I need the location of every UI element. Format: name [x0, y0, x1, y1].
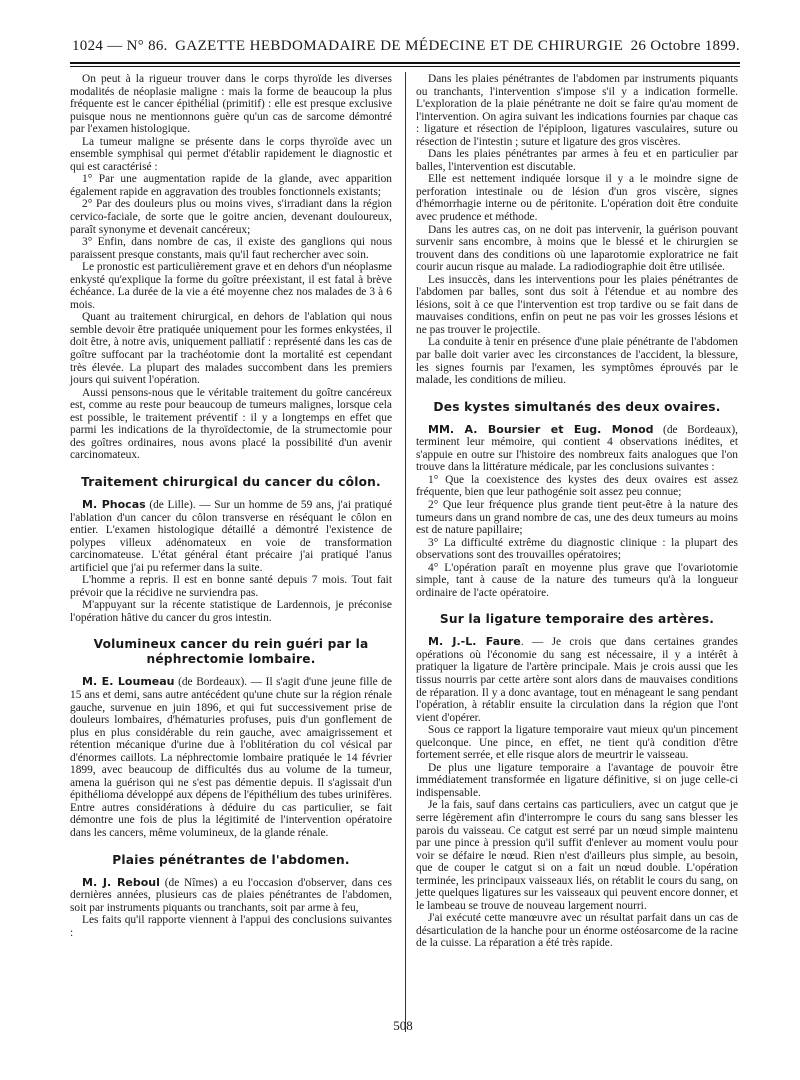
- right-column: [416, 73, 738, 950]
- section-heading-ovarian-cysts: Des kystes simultanés des deux ovaires.: [433, 399, 721, 414]
- paragraph-text: (de Nîmes) a eu l'occasion d'observer, dans ces dernières années, plusieurs cas de plaies pénétrantes de l'abdomen, soit par instruments piquants ou tranchants, soit par arme à feu,: [70, 876, 392, 914]
- section-heading-colon-cancer: Traitement chirurgical du cancer du côlon.: [81, 474, 381, 489]
- paragraph: [70, 877, 392, 915]
- paragraph: 1° Que la coexistence des kystes des deux ovaires est assez fréquente, bien que leur pathogénie soit assez peu connue;: [416, 473, 738, 499]
- author-name: M. E. Loumeau: [82, 675, 175, 689]
- paragraph: Sous ce rapport la ligature temporaire vaut mieux qu'un pincement quelconque. Une pince, en effet, ne tient qu'à condition d'être fortement serrée, et elle risque alors de meurtrir le vaisseau.: [416, 724, 738, 762]
- paragraph: Les insuccès, dans les interventions pour les plaies pénétrantes de l'abdomen par balles, sont dus soit à l'étendue et au nombre des lésions, soit à ce que l'intervention est trop tardive ou se fait dans de mauvaises conditions, enfin on peut ne pas voir les grosses lésions et ne pas trouver le projectile.: [416, 273, 738, 336]
- paragraph: Quant au traitement chirurgical, en dehors de l'ablation qui nous semble devoir être pratiquée uniquement pour les formes enkystées, il doit être, à notre avis, uniquement palliatif : représenté dans les cas de goître suffocant par la trachéotomie dont la mortalité est cependant très élevée. La plupart des malades succombent dans les premiers jours qui suivent l'opération.: [70, 311, 392, 387]
- paragraph: [70, 499, 392, 574]
- paragraph: De plus une ligature temporaire a l'avantage de pouvoir être immédiatement transformée en ligature définitive, si on juge celle-ci indispensable.: [416, 761, 738, 799]
- section-heading-abdominal-wounds: Plaies pénétrantes de l'abdomen.: [112, 852, 350, 867]
- paragraph: L'homme a repris. Il est en bonne santé depuis 7 mois. Tout fait prévoir que la récidive ne surviendra pas.: [70, 574, 392, 599]
- paragraph-text: (de Lille). — Sur un homme de 59 ans, j'ai pratiqué l'ablation d'un cancer du côlon transverse en réséquant le côlon en entier. L'examen histologique détaillé a démontré l'existence de polypes villeux adénomateux en voie de transformation carcinomateuse. L'état général étant précaire j'ai pratiqué l'anus artificiel que j'ai pu refermer dans la suite.: [70, 498, 392, 574]
- paragraph: 4° L'opération paraît en moyenne plus grave que l'ovariotomie simple, tant à cause de la nature des tumeurs qu'à la longueur ordinaire de l'acte opératoire.: [416, 561, 738, 599]
- paragraph: La conduite à tenir en présence d'une plaie pénétrante de l'abdomen par balle doit varier avec les circonstances de l'accident, la blessure, les signes fournis par l'examen, les symptômes éprouvés par le malade, les conditions de milieu.: [416, 336, 738, 387]
- paragraph: [416, 636, 738, 724]
- paragraph-text: (de Bordeaux), terminent leur mémoire, qui contient 4 observations inédites, et s'appuie en outre sur l'histoire des nombreux faits analogues que l'on trouve dans la littérature médicale, par les conclusions suivantes :: [416, 423, 738, 474]
- paragraph: Dans les plaies pénétrantes de l'abdomen par instruments piquants ou tranchants, l'intervention s'impose s'il y a indication formelle. L'exploration de la plaie pénétrante ne doit se faire qu'au moment de l'intervention. On agira suivant les indications fournies par chaque cas : ligature et résection de l'épiploon, ligatures vasculaires, suture ou résection de l'intestin ; suture et ligature des gros viscères.: [416, 73, 738, 148]
- paragraph: M'appuyant sur la récente statistique de Lardennois, je préconise l'opération hâtive du cancer du gros intestin.: [70, 599, 392, 624]
- paragraph: J'ai exécuté cette manœuvre avec un résultat parfait dans un cas de désarticulation de la hanche pour un énorme ostéosarcome de la racine de la cuisse. La réparation a été très rapide.: [416, 912, 738, 950]
- paragraph: 1° Par une augmentation rapide de la glande, avec apparition également rapide en aggravation des troubles fonctionnels existants;: [70, 173, 392, 198]
- paragraph: Dans les autres cas, on ne doit pas intervenir, la guérison pouvant survenir sans encombre, à moins que le blessé et le chirurgien se trouvent dans des conditions où une laparotomie exploratrice ne fait courir aucun risque au malade. La radiodiographie doit être utilisée.: [416, 223, 738, 274]
- paragraph: [70, 676, 392, 839]
- author-name: M. J.-L. Faure: [428, 635, 521, 649]
- paragraph: On peut à la rigueur trouver dans le corps thyroïde les diverses modalités de néoplasie maligne : mais la forme de beaucoup la plus fréquente est le cancer épithélial (primitif) : elle est presque exclusive puisque nous ne mentionnons guère qu'un cas de sarcome démontré par l'examen histologique.: [70, 73, 392, 136]
- paragraph: Les faits qu'il rapporte viennent à l'appui des conclusions suivantes :: [70, 914, 392, 939]
- paragraph-text: . — Je crois que dans certaines grandes opérations où l'économie du sang est nécessaire, il y a intérêt à pratiquer la ligature de l'artère principale. Mais je crois aussi que les tissus nourris par cette artère sont alors dans de mauvaises conditions de réparation. Il y a donc avantage, tout en ménageant le sang pendant l'opération, à rétablir ensuite la circulation dans la région que l'ont vient d'opérer.: [416, 636, 738, 724]
- left-column: [70, 73, 392, 939]
- author-name: MM. A. Boursier et Eug. Monod: [428, 422, 654, 436]
- header-rule-thin: [70, 66, 740, 67]
- header-rule-thick: [70, 62, 740, 64]
- paragraph: Dans les plaies pénétrantes par armes à feu et en particulier par balles, l'intervention est discutable.: [416, 148, 738, 173]
- paragraph: 2° Par des douleurs plus ou moins vives, s'irradiant dans la région cervico-faciale, de sorte que le goitre ancien, devenant douloureux, paraît synonyme et devenait cancéreux;: [70, 198, 392, 236]
- running-header: [72, 38, 740, 58]
- section-heading-arterial-ligature: Sur la ligature temporaire des artères.: [439, 612, 715, 627]
- paragraph: Aussi pensons-nous que le véritable traitement du goître cancéreux est, comme au reste pour beaucoup de tumeurs malignes, lorsque cela est possible, le traitement préventif : il y a longtemps en effet que parmi les indications de la thyroïdectomie, de la strumectomie pour des goîtres ordinaires, nous avons placé la possibilité d'un avenir carcinomateux.: [70, 386, 392, 462]
- paragraph: Elle est nettement indiquée lorsque il y a le moindre signe de perforation intestinale ou de lésion d'un gros viscère, signes d'hémorrhagie interne ou de péritonite. L'opération doit être conduite avec prudence et méthode.: [416, 173, 738, 224]
- paragraph: La tumeur maligne se présente dans le corps thyroïde avec un ensemble symphisal qui permet d'établir rapidement le diagnostic et qui est caractérisé :: [70, 135, 392, 173]
- issue-number: 1024 — N° 86.: [72, 38, 168, 54]
- page-number: 508: [393, 1018, 413, 1033]
- paragraph: [416, 424, 738, 474]
- paragraph: Le pronostic est particulièrement grave et en dehors d'un néoplasme enkysté qu'explique la forme du goître préexistant, il est fatal à brève échéance. La durée de la vie a été moyenne chez nos malades de 3 à 6 mois.: [70, 261, 392, 311]
- paragraph: 3° La difficulté extrême du diagnostic clinique : la plupart des observations sont des trouvailles opératoires;: [416, 536, 738, 562]
- paragraph: 3° Enfin, dans nombre de cas, il existe des ganglions qui nous paraissent presque constants, mais qu'il faut rechercher avec soin.: [70, 236, 392, 261]
- paragraph: Je la fais, sauf dans certains cas particuliers, avec un catgut que je serre légèrement afin d'interrompre le cours du sang sans blesser les parois du vaisseau. Ce catgut est serré par un nœud simple maintenu par une pince à pression qu'il suffit d'enlever au moment voulu pour voir se défaire le nœud. Rien n'est d'ailleurs plus simple, au besoin, que de couper le catgut si on a fait un nœud double. L'opération terminée, les principaux vaisseaux liés, on rétablit le cours du sang, on jette quelques ligatures sur les vaisseaux qui peuvent encore donner, et le lambeau se trouve de nouveau largement nourri.: [416, 799, 738, 912]
- paragraph-text: (de Bordeaux). — Il s'agit d'une jeune fille de 15 ans et demi, sans autre antécédent qu'une chute sur la région rénale gauche, survenue en juin 1896, et qui fut successivement prise de douleurs lombaires, d'hématuries profuses, puis d'un gonflement de plus en plus considérable du rein gauche, avec amaigrissement et rétention mécanique d'urine due à l'oblitération du col vésical par d'énormes caillots. La néphrectomie lombaire pratiquée le 14 février 1899, avec beaucoup de difficultés dus au volume de la tumeur, amena la guérison qui ne s'est pas démentie depuis. Il s'agissait d'un épithélioma développé aux dépens de l'épithélium des tubes urinifères. Entre autres considérations à déduire du cas particulier, se fait démontre une fois de plus la légitimité de l'intervention opératoire dans les cancers, même volumineux, de la glande rénale.: [70, 676, 392, 839]
- issue-date: 26 Octobre 1899.: [630, 38, 740, 54]
- column-separator: [405, 72, 406, 1032]
- author-name: M. Phocas: [82, 497, 146, 511]
- paragraph: 2° Que leur fréquence plus grande tient peut-être à la nature des tumeurs dans un grand nombre de cas, une des deux tumeurs au moins est de nature papillaire;: [416, 498, 738, 537]
- section-heading-kidney-cancer: Volumineux cancer du rein guéri par la néphrectomie lombaire.: [93, 637, 369, 667]
- author-name: M. J. Reboul: [82, 875, 160, 889]
- journal-title: GAZETTE HEBDOMADAIRE DE MÉDECINE ET DE CHIRURGIE: [175, 38, 624, 54]
